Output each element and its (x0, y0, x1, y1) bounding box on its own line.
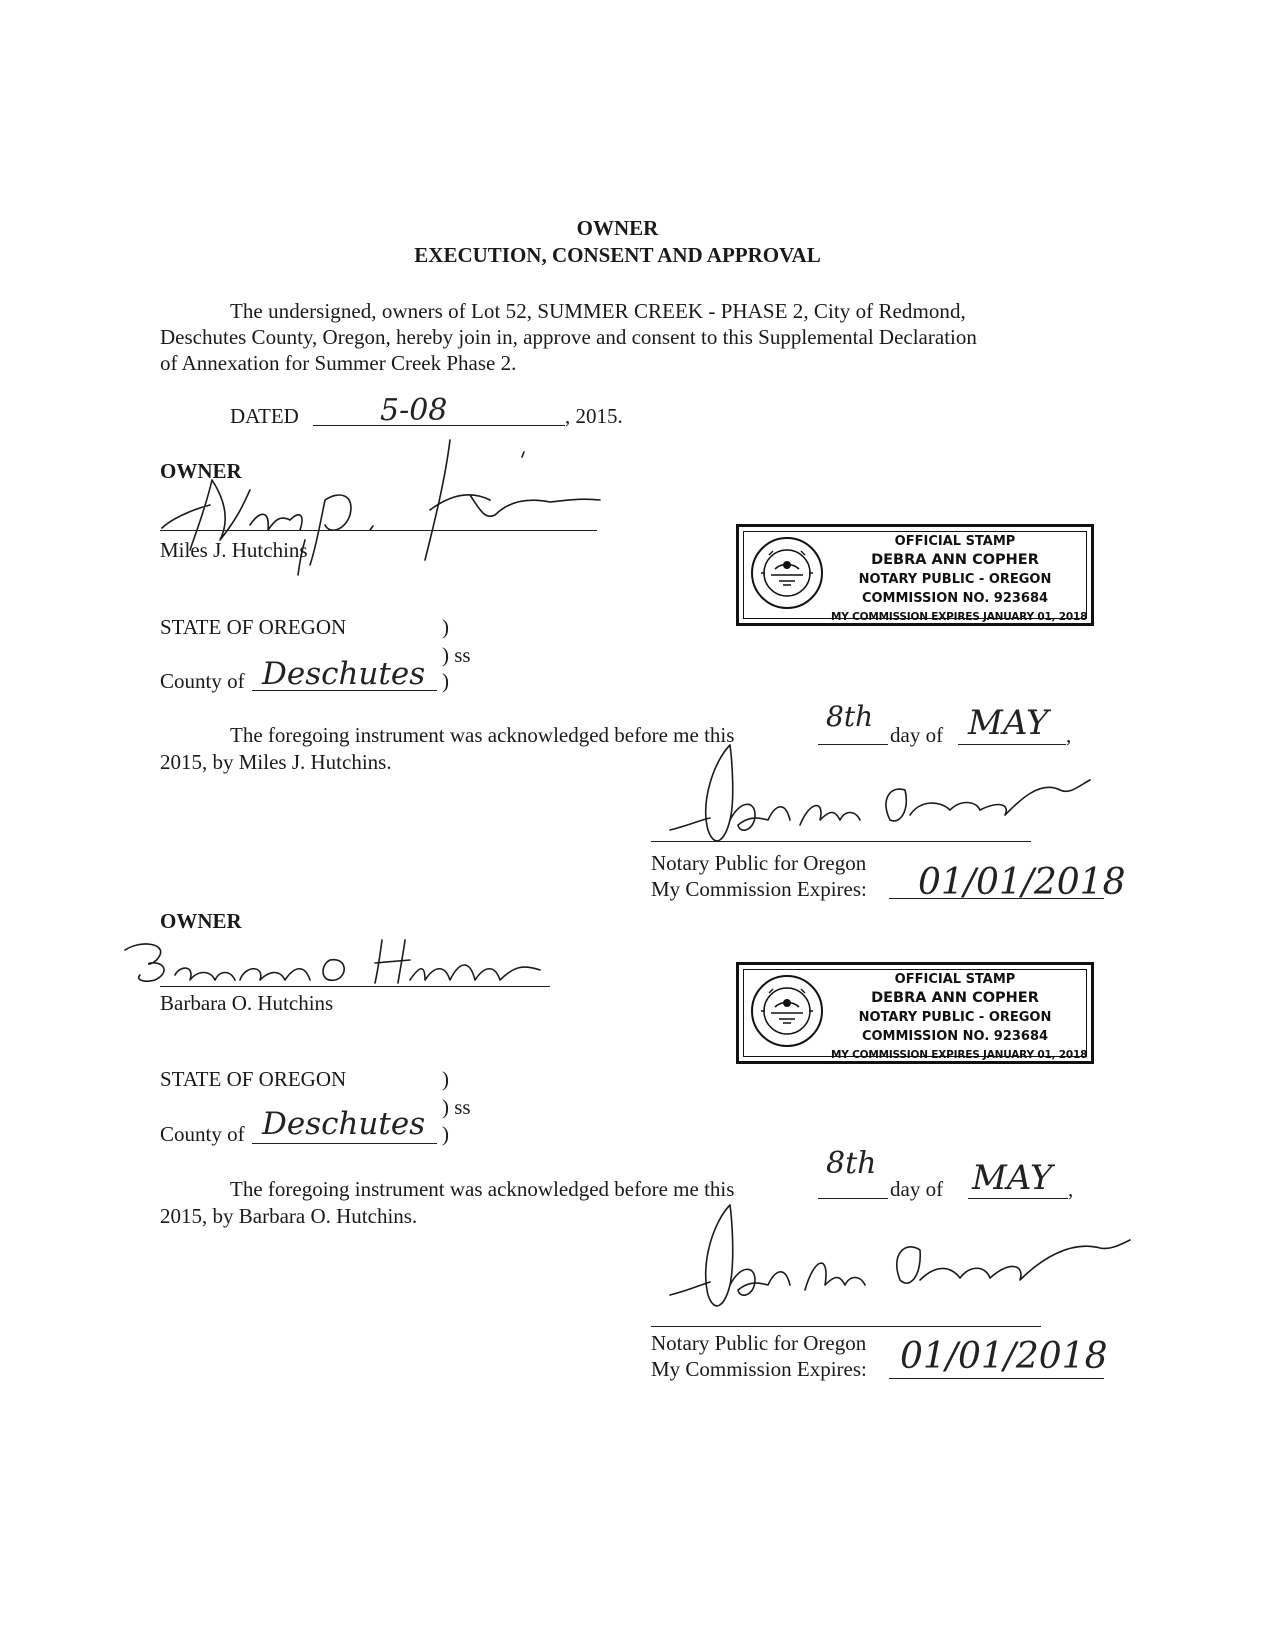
state-seal-icon (749, 973, 825, 1049)
ack-day-line-2 (818, 1198, 888, 1199)
owner-name-1: Miles J. Hutchins (160, 538, 308, 562)
ack-line2-1: 2015, by Miles J. Hutchins. (160, 750, 392, 774)
owner-label-2: OWNER (160, 909, 242, 933)
dated-label: DATED (230, 404, 299, 428)
county-label-2: County of (160, 1122, 245, 1146)
stamp-line-3: NOTARY PUBLIC - OREGON (858, 1010, 1052, 1025)
paren-bottom-1: ) (442, 669, 449, 693)
notary-title-2: Notary Public for Oregon (651, 1331, 867, 1355)
dated-suffix: , 2015. (565, 404, 623, 428)
paren-bottom-2: ) (442, 1122, 449, 1146)
county-label-1: County of (160, 669, 245, 693)
notary-title-1: Notary Public for Oregon (651, 851, 867, 875)
ack-comma-1: , (1066, 723, 1072, 747)
ack-day-1: 8th (826, 700, 874, 733)
notary-stamp-2 (736, 962, 1094, 1064)
notary-signature-line-2 (651, 1326, 1041, 1327)
intro-line-3: of Annexation for Summer Creek Phase 2. (160, 351, 517, 375)
stamp-line-2: DEBRA ANN COPHER (871, 990, 1039, 1006)
owner-signature-line-1 (160, 530, 597, 531)
owner-label-1: OWNER (160, 459, 242, 483)
ack-dayof-1: day of (890, 723, 944, 747)
commission-value-1: 01/01/2018 (918, 862, 1126, 903)
notary-stamp-1 (736, 524, 1094, 626)
intro-line-2: Deschutes County, Oregon, hereby join in, approve and consent to this Supplemental Declaration (160, 325, 977, 349)
intro-line-1: The undersigned, owners of Lot 52, SUMMER CREEK - PHASE 2, City of Redmond, (230, 299, 966, 323)
stamp-line-2: DEBRA ANN COPHER (871, 552, 1039, 568)
stamp-line-4: COMMISSION NO. 923684 (861, 1029, 1049, 1044)
commission-label-1: My Commission Expires: (651, 877, 867, 901)
paren-top-2: ) (442, 1067, 449, 1091)
ss-label-1: ) ss (442, 643, 471, 667)
notary-signature-line-1 (651, 841, 1031, 842)
state-label-1: STATE OF OREGON (160, 615, 347, 639)
stamp-line-5: MY COMMISSION EXPIRES JANUARY 01, 2018 (831, 611, 1088, 623)
ack-day-2: 8th (826, 1146, 877, 1181)
owner-name-2: Barbara O. Hutchins (160, 991, 334, 1015)
county-value-2: Deschutes (262, 1106, 426, 1142)
commission-label-2: My Commission Expires: (651, 1357, 867, 1381)
paren-top-1: ) (442, 615, 449, 639)
ack-dayof-2: day of (890, 1177, 944, 1201)
owner-signature-line-2 (160, 986, 550, 987)
heading-owner: OWNER (576, 216, 659, 240)
heading-title: EXECUTION, CONSENT AND APPROVAL (414, 243, 821, 267)
ack-prefix-2: The foregoing instrument was acknowledged before me this (230, 1177, 735, 1201)
notary-signature-2 (660, 1200, 1140, 1340)
stamp-line-3: NOTARY PUBLIC - OREGON (858, 572, 1052, 587)
ack-prefix-1: The foregoing instrument was acknowledged before me this (230, 723, 735, 747)
dated-value: 5-08 (380, 393, 448, 428)
stamp-line-4: COMMISSION NO. 923684 (861, 591, 1049, 606)
ack-comma-2: , (1068, 1177, 1074, 1201)
ss-label-2: ) ss (442, 1095, 471, 1119)
stamp-line-5: MY COMMISSION EXPIRES JANUARY 01, 2018 (831, 1049, 1088, 1061)
owner-signature-1 (150, 440, 610, 590)
state-label-2: STATE OF OREGON (160, 1067, 347, 1091)
county-value-1: Deschutes (262, 656, 426, 692)
stamp-line-1: OFFICIAL STAMP (894, 972, 1016, 987)
state-seal-icon (749, 535, 825, 611)
commission-line-2 (889, 1378, 1104, 1379)
ack-month-1: MAY (968, 703, 1049, 743)
stamp-line-1: OFFICIAL STAMP (894, 534, 1016, 549)
county-line-2 (252, 1143, 437, 1144)
ack-month-line-2 (968, 1198, 1068, 1199)
commission-value-2: 01/01/2018 (900, 1336, 1108, 1377)
ack-month-2: MAY (972, 1158, 1053, 1198)
ack-line2-2: 2015, by Barbara O. Hutchins. (160, 1204, 418, 1228)
